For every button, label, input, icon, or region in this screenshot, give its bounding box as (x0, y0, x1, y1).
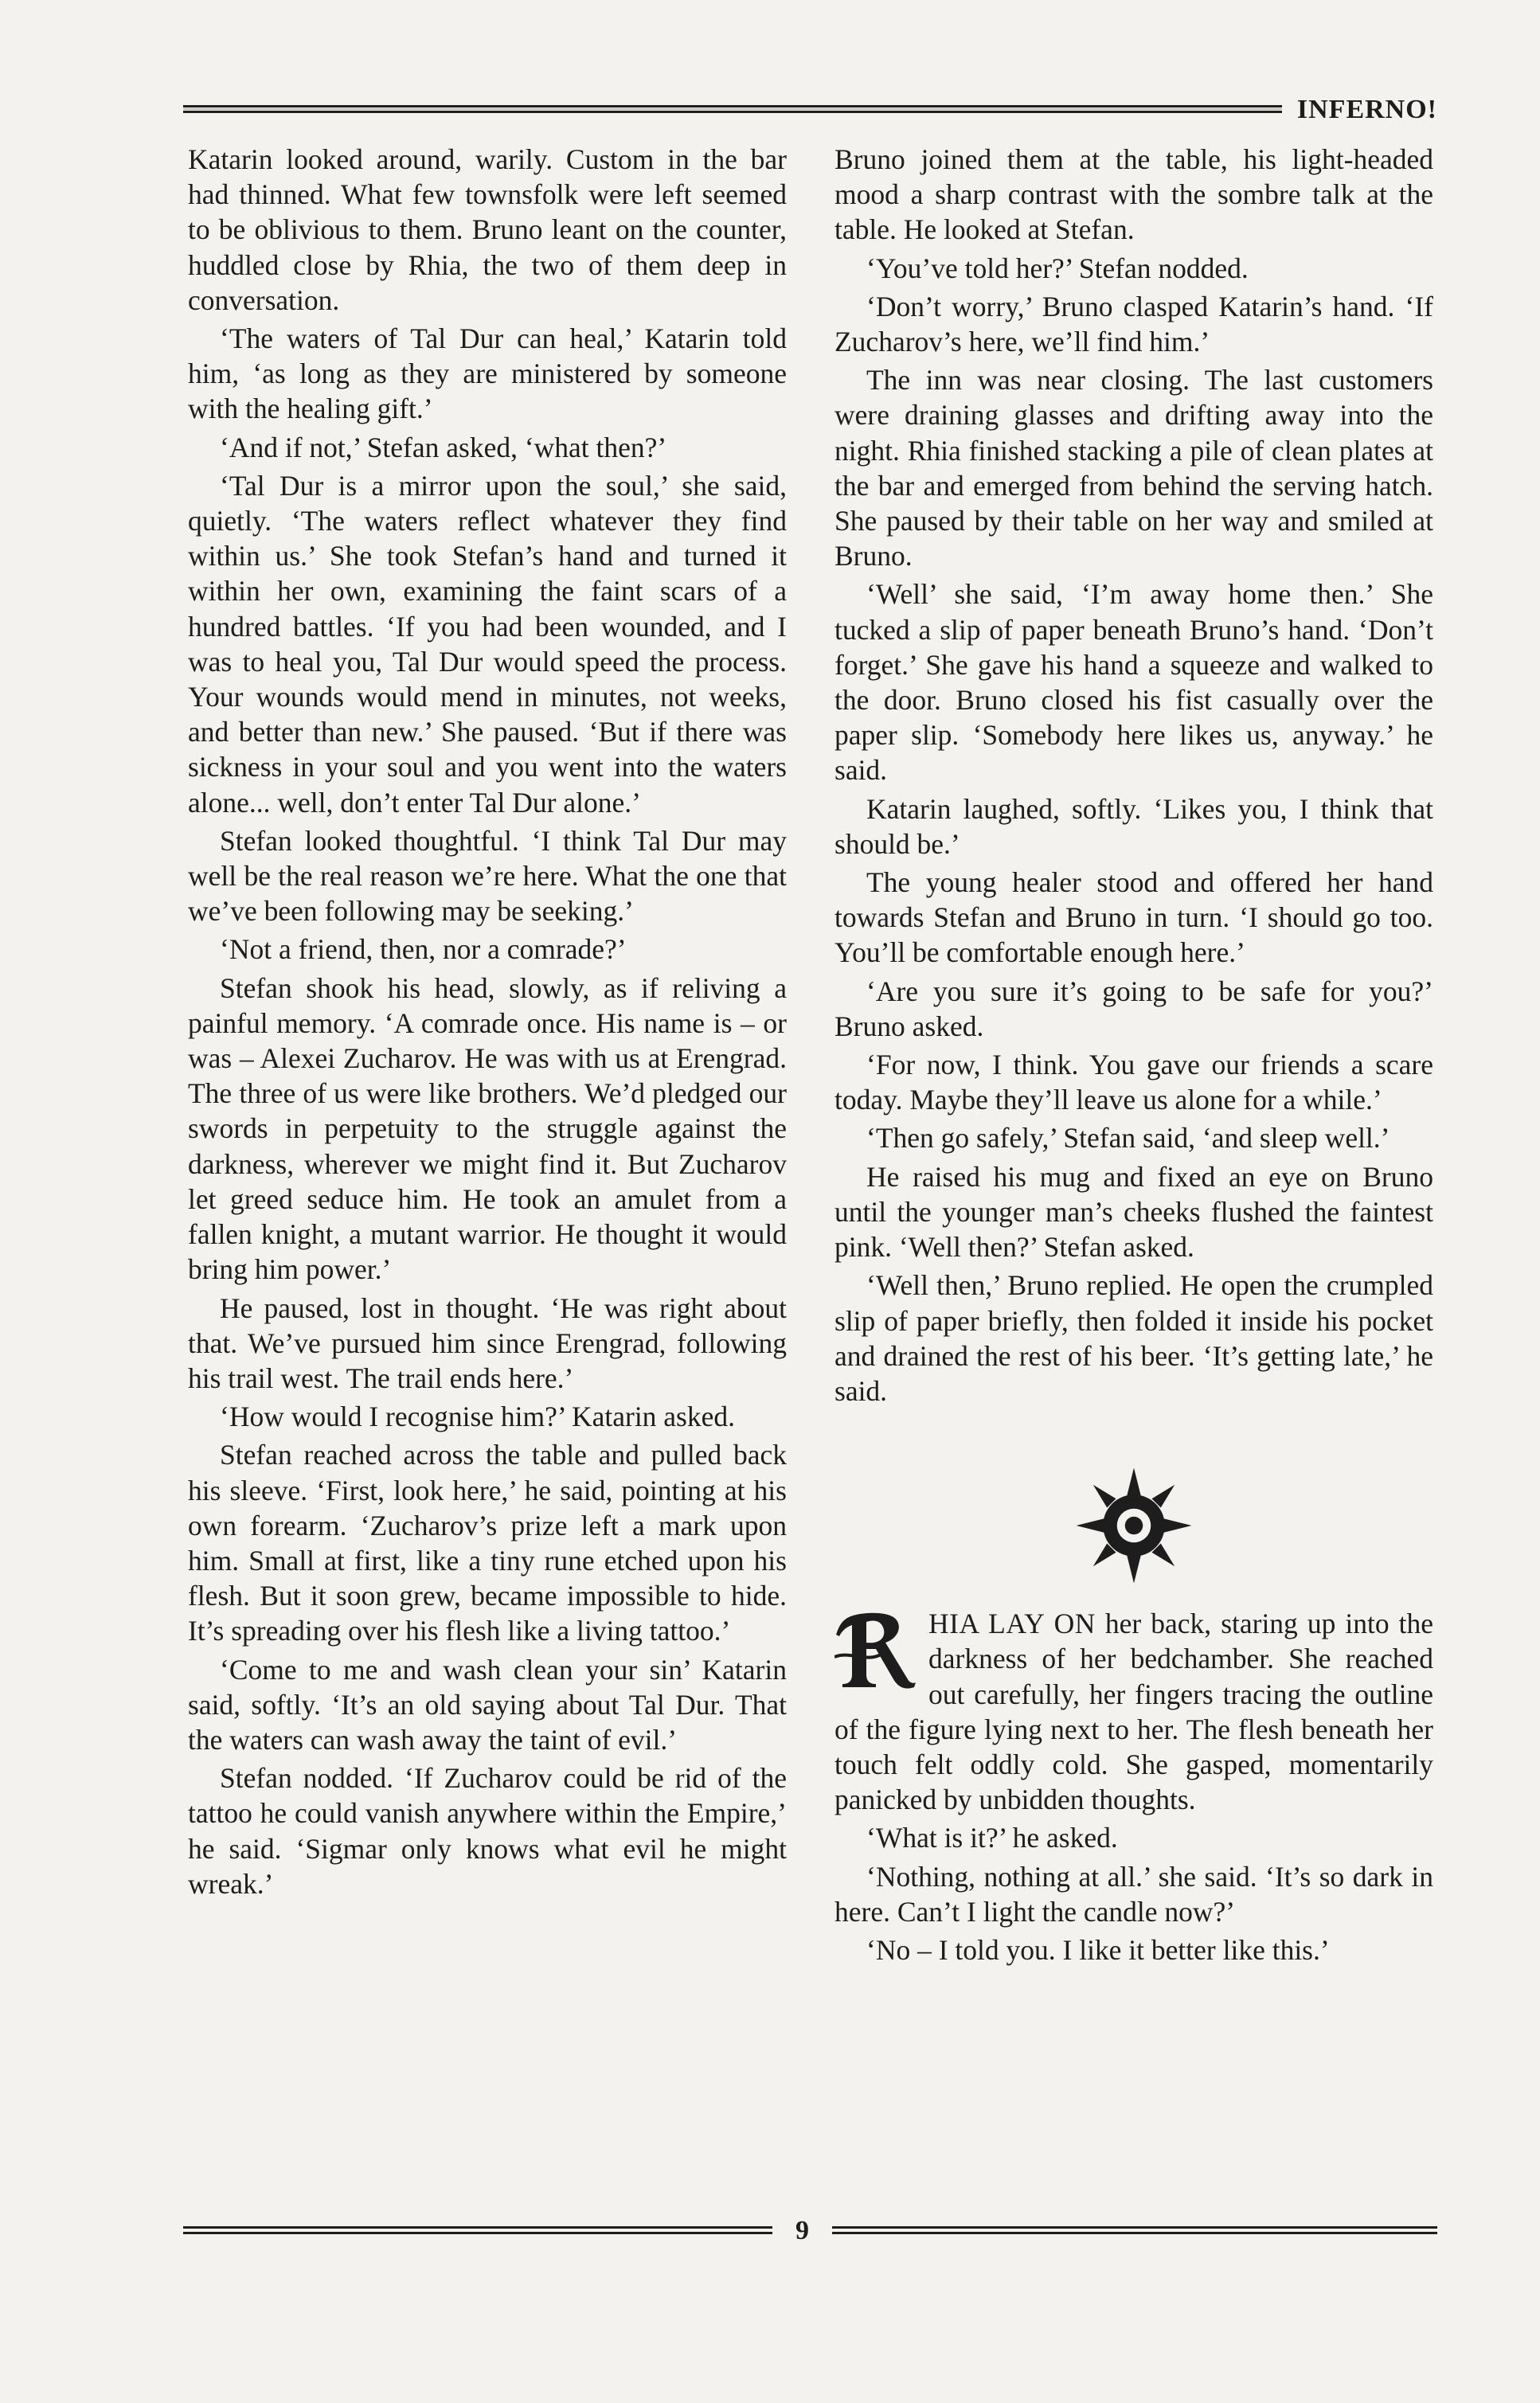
paragraph: ‘Not a friend, then, nor a comrade?’ (220, 933, 627, 966)
paragraph: ‘How would I recognise him?’ Katarin asked. (220, 1401, 736, 1433)
section-opening-paragraph (834, 1606, 1433, 1817)
header-rule (183, 105, 1282, 113)
paragraph: ‘And if not,’ Stefan asked, ‘what then?’ (220, 431, 667, 463)
section-opening-text: her back, staring up into the darkness of her bedchamber. She reached out carefully, her fingers tracing the outline of the figure lying next to her. The flesh beneath her touch felt oddly cold. She gasped, momentarily panicked by unbidden thoughts. (834, 1608, 1434, 1816)
paragraph: ‘Come to me and wash clean your sin’ Katarin said, softly. ‘It’s an old saying about Tal Dur. That the waters can wash away the taint of evil.’ (188, 1653, 787, 1756)
paragraph: ‘Nothing, nothing at all.’ she said. ‘It’s so dark in here. Can’t I light the candle now?’ (834, 1860, 1433, 1928)
page-number: 9 (795, 2216, 809, 2245)
chaos-star-icon (1074, 1466, 1194, 1585)
paragraph: Stefan looked thoughtful. ‘I think Tal Dur may well be the real reason we’re here. What the one that we’ve been following may be seeking.’ (188, 824, 787, 928)
paragraph: Stefan shook his head, slowly, as if reliving a painful memory. ‘A comrade once. His name is – or was – Alexei Zucharov. He was with us at Erengrad. The three of us were like brothers. We’d pledged our swords in perpetuity to the struggle against the darkness, wherever we might find it. But Zucharov let greed seduce him. He took an amulet from a fallen knight, a mutant warrior. He thought it would bring him power.’ (188, 971, 787, 1286)
paragraph: ‘Well then,’ Bruno replied. He open the crumpled slip of paper briefly, then folded it inside his pocket and drained the rest of his beer. ‘It’s getting late,’ he said. (834, 1269, 1433, 1407)
paragraph: The inn was near closing. The last customers were draining glasses and drifting away into the night. Rhia finished stacking a pile of clean plates at the bar and emerged from behind the serving hatch. She paused by their table on her way and smiled at Bruno. (834, 364, 1433, 572)
section-lead-in: HIA LAY ON (928, 1608, 1096, 1640)
paragraph: Stefan reached across the table and pulled back his sleeve. ‘First, look here,’ he said, pointing at his own forearm. ‘Zucharov’s prize left a mark upon him. Small at first, like a tiny rune etched upon his flesh. But it soon grew, became impossible to hide. It’s spreading over his flesh like a living tattoo.’ (188, 1439, 787, 1647)
paragraph: He raised his mug and fixed an eye on Bruno until the younger man’s cheeks flushed the faintest pink. ‘Well then?’ Stefan asked. (834, 1160, 1433, 1264)
paragraph: He paused, lost in thought. ‘He was right about that. We’ve pursued him since Erengrad, following his trail west. The trail ends here.’ (188, 1291, 787, 1394)
gothic-letter-r-icon (834, 1609, 917, 1689)
right-column (834, 142, 1433, 1971)
paragraph: ‘Well’ she said, ‘I’m away home then.’ She tucked a slip of paper beneath Bruno’s hand. ‘Don’t forget.’ She gave his hand a squeeze and walked to the door. Bruno closed his fist casually over the paper slip. ‘Somebody here likes us, anyway.’ he said. (834, 578, 1433, 787)
paragraph: ‘No – I told you. I like it better like this.’ (866, 1933, 1330, 1966)
paragraph: Katarin laughed, softly. ‘Likes you, I think that should be.’ (834, 792, 1433, 860)
paragraph: ‘You’ve told her?’ Stefan nodded. (866, 252, 1249, 284)
paragraph: ‘The waters of Tal Dur can heal,’ Katarin told him, ‘as long as they are ministered by someone with the healing gift.’ (188, 322, 787, 425)
paragraph: Katarin looked around, warily. Custom in the bar had thinned. What few townsfolk were left seemed to be oblivious to them. Bruno leant on the counter, huddled close by Rhia, the two of them deep in conversation. (188, 143, 787, 316)
footer-rule-left (183, 2226, 772, 2234)
paragraph: Stefan nodded. ‘If Zucharov could be rid of the tattoo he could vanish anywhere within the Empire,’ he said. ‘Sigmar only knows what evil he might wreak.’ (188, 1762, 787, 1900)
section-divider (834, 1466, 1433, 1585)
paragraph: ‘Tal Dur is a mirror upon the soul,’ she said, quietly. ‘The waters reflect whatever they find within us.’ She took Stefan’s hand and turned it within her own, examining the faint scars of a hundred battles. ‘If you had been wounded, and I was to heal you, Tal Dur would speed the process. Your wounds would mend in minutes, not weeks, and better than new.’ She paused. ‘But if there was sickness in your soul and you went into the waters alone... well, don’t enter Tal Dur alone.’ (188, 469, 787, 819)
paragraph: The young healer stood and offered her hand towards Stefan and Bruno in turn. ‘I should go too. You’ll be comfortable enough here.’ (834, 866, 1433, 969)
page-header (183, 94, 1437, 126)
magazine-title: INFERNO! (1296, 95, 1437, 124)
left-column (188, 142, 787, 1905)
paragraph: ‘What is it?’ he asked. (866, 1822, 1118, 1854)
paragraph: ‘For now, I think. You gave our friends a scare today. Maybe they’ll leave us alone for a while.’ (834, 1049, 1433, 1116)
paragraph: ‘Are you sure it’s going to be safe for you?’ Bruno asked. (834, 975, 1433, 1042)
paragraph: ‘Then go safely,’ Stefan said, ‘and sleep well.’ (866, 1122, 1390, 1155)
page-footer (183, 2213, 1437, 2249)
paragraph: ‘Don’t worry,’ Bruno clasped Katarin’s hand. ‘If Zucharov’s here, we’ll find him.’ (834, 290, 1433, 358)
paragraph: Bruno joined them at the table, his light-headed mood a sharp contrast with the sombre talk at the table. He looked at Stefan. (834, 143, 1433, 246)
footer-rule-right (832, 2226, 1437, 2234)
